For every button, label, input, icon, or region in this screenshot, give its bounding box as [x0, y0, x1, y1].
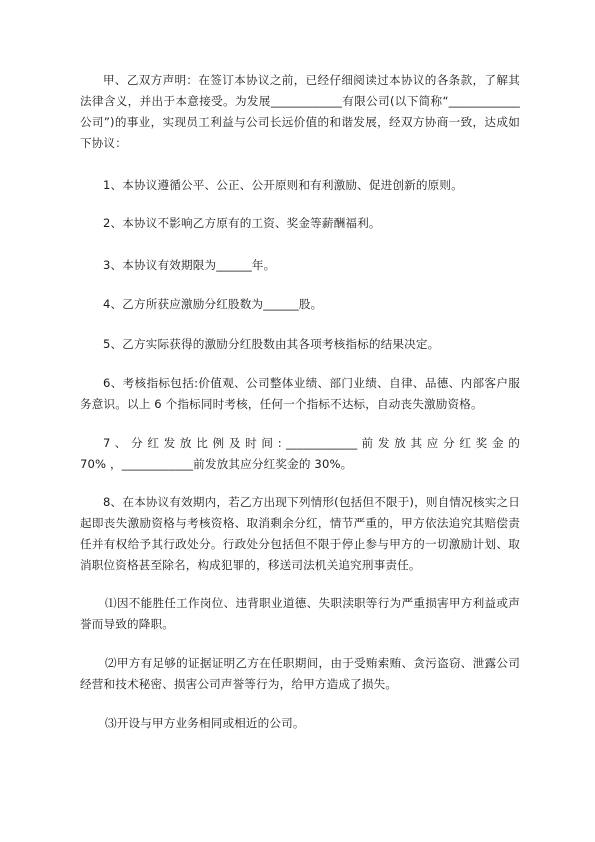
- clause-1: 1、本协议遵循公平、公正、公开原则和有利激励、促进创新的原则。: [103, 178, 463, 192]
- clause-2: 2、本协议不影响乙方原有的工资、奖金等薪酬福利。: [103, 216, 381, 230]
- clause-5: 5、乙方实际获得的激励分红股数由其各项考核指标的结果决定。: [103, 337, 440, 351]
- clause-3: 3、本协议有效期限为______年。: [103, 258, 276, 272]
- sub-clause-1: ⑴因不能胜任工作岗位、违背职业道德、失职渎职等行为严重损害甲方利益或声誉而导致的降职。: [80, 596, 520, 631]
- clause-7: 7 、 分 红 发 放 比 例 及 时 间 : ____________ 前 发 放 其 应 分 红 奖 金 的 70% ，____________前发放其应分红奖金的 30%。: [80, 436, 520, 471]
- declaration-paragraph: 甲、乙双方声明：在签订本协议之前，已经仔细阅读过本协议的各条款，了解其法律含义，并出于本意接受。为发展____________有限公司(以下简称“____________公司”)的事业，实现员工利益与公司长远价值的和谐发展，经双方协商一致，达成如下协议：: [80, 73, 520, 150]
- clause-8: 8、在本协议有效期内，若乙方出现下列情形(包括但不限于)，则自情况核实之日起即丧失激励资格与考核资格、取消剩余分红，情节严重的，甲方依法追究其赔偿责任并有权给予其行政处分。行政处分包括但不限于停止参与甲方的一切激励计划、取消职位资格甚至除名，构成犯罪的，移送司法机关追究刑事责任。: [80, 495, 520, 572]
- sub-clause-2: ⑵甲方有足够的证据证明乙方在任职期间，由于受贿索贿、贪污盗窃、泄露公司经营和技术秘密、损害公司声誉等行为，给甲方造成了损失。: [80, 656, 520, 691]
- sub-clause-3: ⑶开设与甲方业务相同或相近的公司。: [105, 716, 305, 730]
- clause-6: 6、考核指标包括:价值观、公司整体业绩、部门业绩、自律、品德、内部客户服务意识。以上 6 个指标同时考核，任何一个指标不达标，自动丧失激励资格。: [80, 376, 520, 411]
- clause-4: 4、乙方所获应激励分红股数为______股。: [103, 297, 323, 311]
